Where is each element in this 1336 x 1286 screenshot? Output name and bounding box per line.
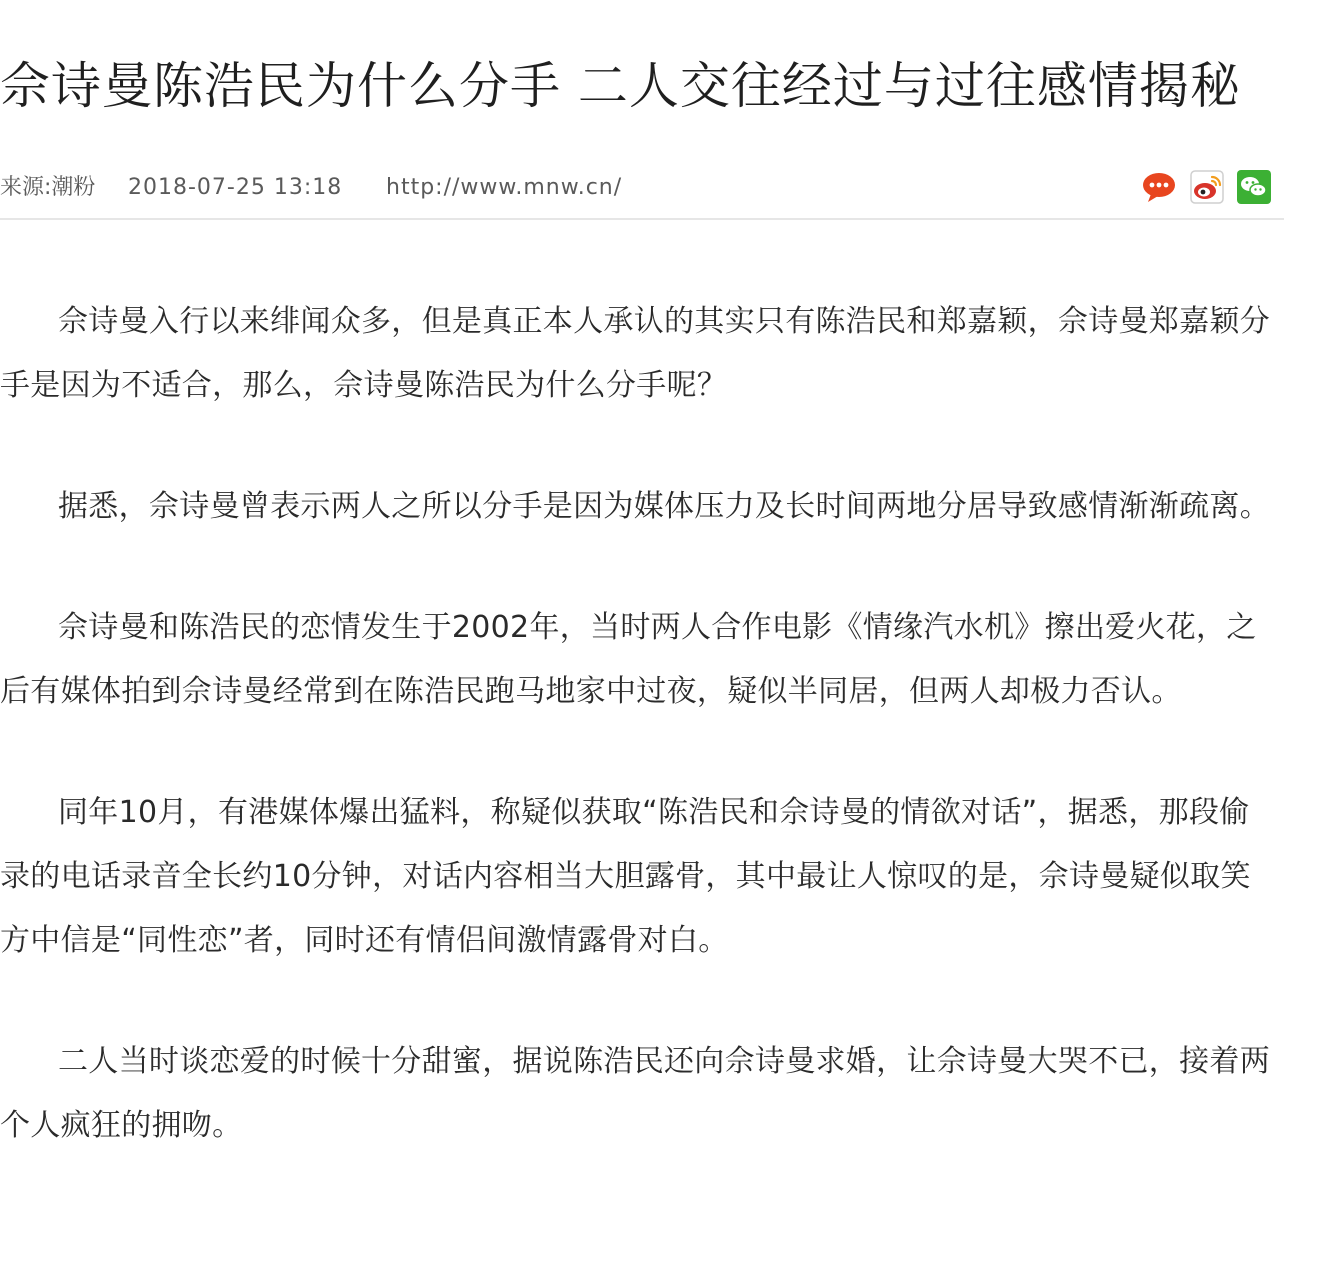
- publish-date: 2018-07-25 13:18: [128, 175, 343, 200]
- comment-icon[interactable]: [1142, 170, 1176, 204]
- source-url-link[interactable]: http://www.mnw.cn/: [386, 175, 623, 200]
- article-body: [0, 290, 1276, 1215]
- article-title: 佘诗曼陈浩民为什么分手 二人交往经过与过往感情揭秘: [0, 57, 1241, 115]
- source-label: 来源:潮粉: [0, 175, 96, 200]
- article-paragraph: 佘诗曼和陈浩民的恋情发生于2002年，当时两人合作电影《情缘汽水机》擦出爱火花，之后有媒体拍到佘诗曼经常到在陈浩民跑马地家中过夜，疑似半同居，但两人却极力否认。: [0, 610, 1257, 709]
- article-paragraph: 二人当时谈恋爱的时候十分甜蜜，据说陈浩民还向佘诗曼求婚，让佘诗曼大哭不已，接着两个人疯狂的拥吻。: [0, 1044, 1270, 1143]
- wechat-icon[interactable]: [1237, 170, 1271, 204]
- weibo-icon[interactable]: [1190, 170, 1224, 204]
- article-paragraph: 据悉，佘诗曼曾表示两人之所以分手是因为媒体压力及长时间两地分居导致感情渐渐疏离。: [58, 489, 1270, 524]
- article-meta: [0, 168, 1284, 220]
- article-paragraph: 佘诗曼入行以来绯闻众多，但是真正本人承认的其实只有陈浩民和郑嘉颖，佘诗曼郑嘉颖分手是因为不适合，那么，佘诗曼陈浩民为什么分手呢？: [0, 304, 1270, 403]
- article-paragraph: 同年10月，有港媒体爆出猛料，称疑似获取“陈浩民和佘诗曼的情欲对话”，据悉，那段偷录的电话录音全长约10分钟，对话内容相当大胆露骨，其中最让人惊叹的是，佘诗曼疑似取笑方中信是“同性恋”者，同时还有情侣间激情露骨对白。: [0, 795, 1251, 958]
